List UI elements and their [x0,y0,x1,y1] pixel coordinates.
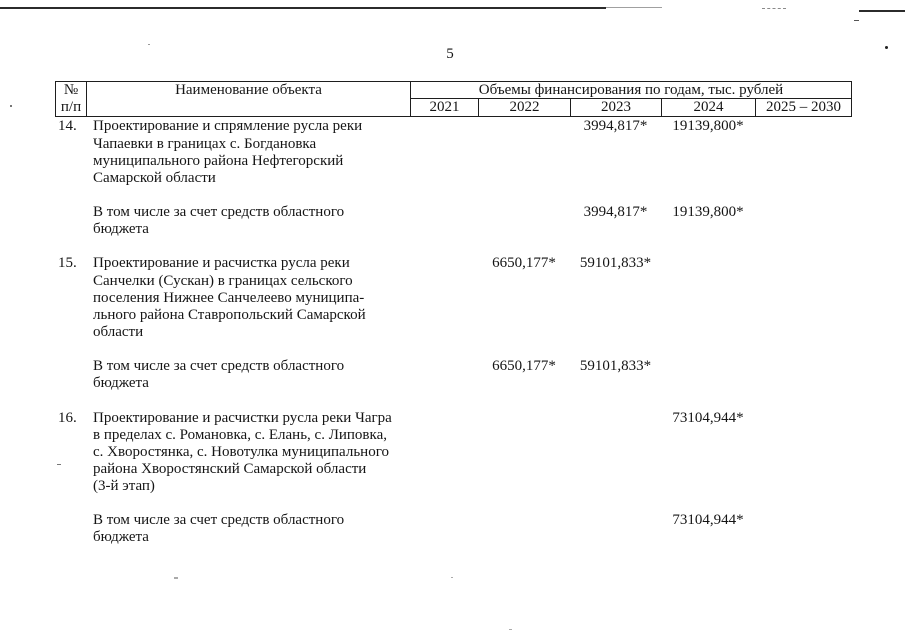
table-subrow [55,358,851,392]
table-row [55,410,851,496]
value-2023: 3994,817* [583,204,648,221]
scan-speck [174,577,178,579]
scan-dot [885,46,888,49]
header-year-2021: 2021 [410,98,479,117]
value-2024: 73104,944* [672,409,744,426]
value-2022: 6650,177* [492,255,556,272]
header-number-cell [55,81,87,117]
table-header [55,81,852,117]
value-2025-2030 [755,118,851,187]
scan-speck [854,20,859,21]
object-name: Проектирование и расчистка русла реки Санчелки (Сускан) в границах сельского поселения Нижнее Санчелеево муниципа- льного района Ставропольский Самарской области [93,255,366,340]
value-2025-2030 [755,204,851,238]
value-2021 [410,255,478,341]
value-2023: 59101,833* [579,358,652,375]
value-2025-2030 [755,410,851,496]
table-row [55,255,851,341]
row-number-empty [55,512,86,546]
value-2024 [661,358,755,392]
table-row [55,118,851,187]
funding-source: В том числе за счет средств областного бюджета [93,358,345,392]
value-2021 [410,358,478,392]
value-2021 [410,410,478,496]
table-body [55,118,851,563]
value-2023: 59101,833* [579,255,652,272]
table-subrow [55,512,851,546]
scan-edge-line [0,7,606,9]
scan-speck [451,577,453,578]
header-funding-cell: Объемы финансирования по годам, тыс. рублей [410,81,852,99]
row-number: 16. [58,409,77,426]
object-name: Проектирование и спрямление русла реки Чапаевки в границах с. Богдановка муниципального района Нефтегорский Самарской области [93,118,363,186]
row-number-empty [55,358,86,392]
value-2023 [570,410,661,496]
value-2021 [410,118,478,187]
value-2022 [478,204,570,238]
value-2025-2030 [755,255,851,341]
header-number-label: № [63,82,79,98]
scan-edge-line-faint [606,7,662,8]
scan-edge-line-right [859,10,905,12]
value-2024: 19139,800* [672,204,744,221]
value-2022 [478,118,570,187]
value-2025-2030 [755,358,851,392]
value-2022 [478,512,570,546]
value-2021 [410,512,478,546]
scan-speck [10,105,12,107]
value-2023 [570,512,661,546]
value-2021 [410,204,478,238]
object-name: Проектирование и расчистки русла реки Чагра в пределах с. Романовка, с. Елань, с. Липовка, с. Хворостянка, с. Новотулка муниципального района Хворостянский Самарской области (3-й этап) [93,409,392,495]
scan-speck [509,629,512,630]
value-2022: 6650,177* [492,358,556,375]
funding-source: В том числе за счет средств областного бюджета [93,512,345,546]
header-year-2025-2030: 2025 – 2030 [755,98,852,117]
row-number: 15. [58,255,77,272]
header-name-cell: Наименование объекта [86,81,411,117]
value-2024: 19139,800* [672,118,744,135]
page-number: 5 [446,46,454,62]
table-subrow [55,204,851,238]
value-2024: 73104,944* [672,512,744,529]
scan-dashes [762,8,786,9]
row-number: 14. [58,118,77,135]
funding-source: В том числе за счет средств областного бюджета [93,204,345,238]
value-2025-2030 [755,512,851,546]
header-year-2023: 2023 [570,98,662,117]
value-2023: 3994,817* [583,118,648,135]
row-number-empty [55,204,86,238]
header-year-2022: 2022 [478,98,571,117]
header-year-2024: 2024 [661,98,756,117]
value-2024 [661,255,755,341]
scan-speck [148,44,150,45]
header-number-sublabel: п/п [60,99,82,115]
value-2022 [478,410,570,496]
